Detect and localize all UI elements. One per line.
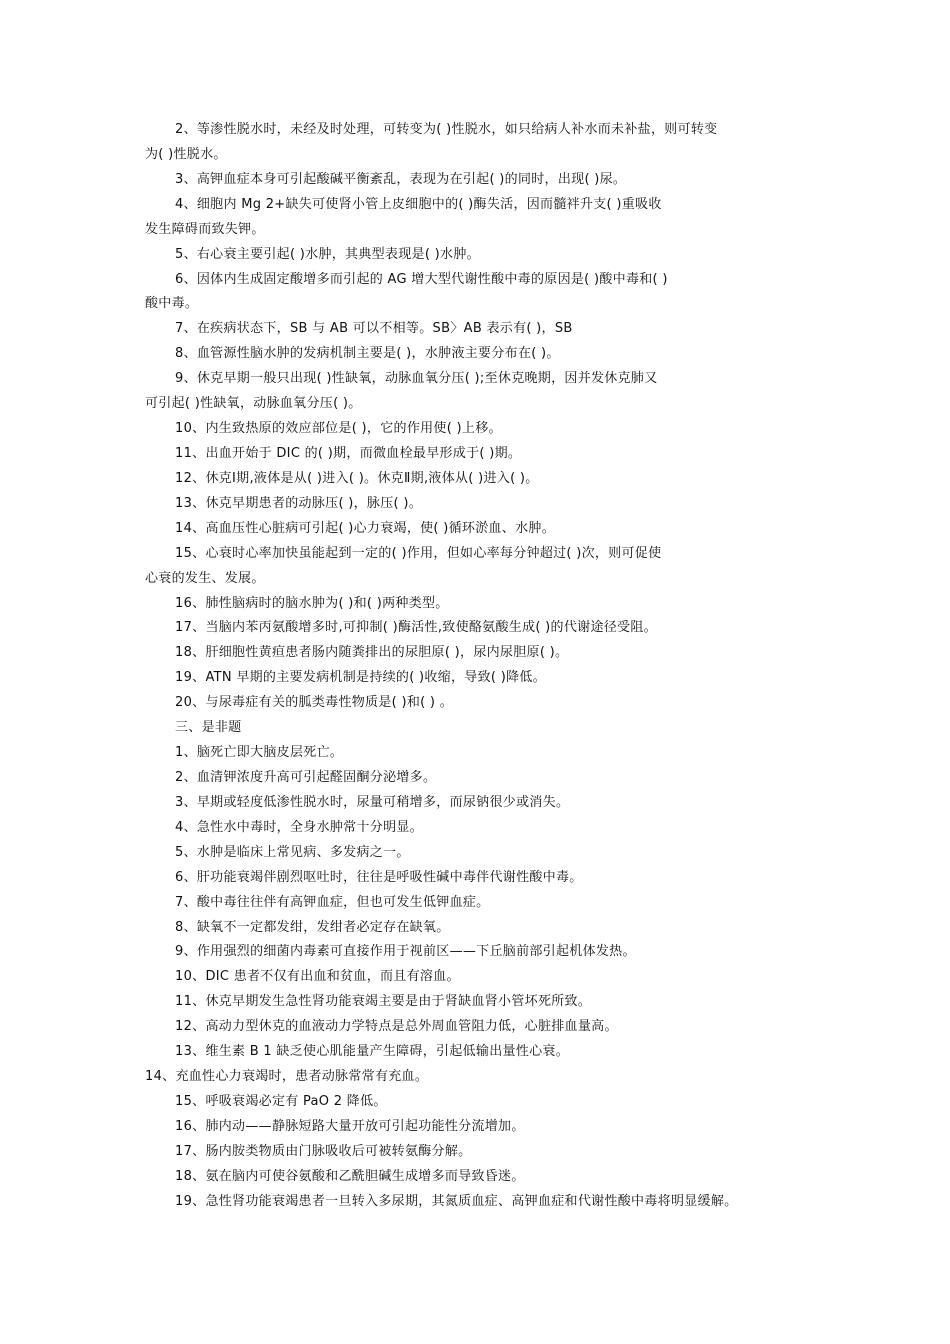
tf-item-3: 3、早期或轻度低渗性脱水时，尿量可稍增多，而尿钠很少或消失。 [175,795,570,810]
question-9-line-2: 可引起( )性缺氧，动脉血氧分压( )。 [145,396,362,411]
question-3: 3、高钾血症本身可引起酸碱平衡紊乱，表现为在引起( )的同时，出现( )尿。 [175,172,627,187]
tf-item-12: 12、高动力型休克的血液动力学特点是总外周血管阻力低，心脏排血量高。 [175,1019,618,1034]
question-13: 13、休克早期患者的动脉压( )，脉压( )。 [175,496,422,511]
question-9-line-1: 9、休克早期一般只出现( )性缺氧，动脉血氧分压( );至休克晚期，因并发休克肺又 [175,371,658,386]
tf-item-7: 7、酸中毒往往伴有高钾血症，但也可发生低钾血症。 [175,895,490,910]
question-15-line-1: 15、心衰时心率加快虽能起到一定的( )作用，但如心率每分钟超过( )次，则可促使 [175,546,662,561]
question-20: 20、与尿毒症有关的胍类毒性物质是( )和( ) 。 [175,695,454,710]
tf-item-19: 19、急性肾功能衰竭患者一旦转入多尿期，其氮质血症、高钾血症和代谢性酸中毒将明显缓解。 [175,1194,738,1209]
tf-item-18: 18、氨在脑内可使谷氨酸和乙酰胆碱生成增多而导致昏迷。 [175,1169,525,1184]
tf-item-2: 2、血清钾浓度升高可引起醛固酮分泌增多。 [175,770,437,785]
tf-item-6: 6、肝功能衰竭伴剧烈呕吐时，往往是呼吸性碱中毒伴代谢性酸中毒。 [175,870,583,885]
question-4-line-2: 发生障碍而致失钾。 [145,222,265,237]
question-6-line-2: 酸中毒。 [145,296,199,311]
tf-item-1: 1、脑死亡即大脑皮层死亡。 [175,745,344,760]
question-7: 7、在疾病状态下，SB 与 AB 可以不相等。SB〉AB 表示有( )，SB [175,321,573,336]
tf-item-5: 5、水肿是临床上常见病、多发病之一。 [175,845,410,860]
question-11: 11、出血开始于 DIC 的( )期，而微血栓最早形成于( )期。 [175,446,522,461]
tf-item-9: 9、作用强烈的细菌内毒素可直接作用于视前区——下丘脑前部引起机体发热。 [175,944,636,959]
question-10: 10、内生致热原的效应部位是( )，它的作用使( )上移。 [175,421,502,436]
question-19: 19、ATN 早期的主要发病机制是持续的( )收缩，导致( )降低。 [175,670,546,685]
tf-item-8: 8、缺氧不一定都发绀，发绀者必定存在缺氧。 [175,920,450,935]
question-8: 8、血管源性脑水肿的发病机制主要是( )，水肿液主要分布在( )。 [175,346,560,361]
question-14: 14、高血压性心脏病可引起( )心力衰竭，使( )循环淤血、水肿。 [175,521,555,536]
question-2-line-1: 2、等渗性脱水时，未经及时处理，可转变为( )性脱水，如只给病人补水而未补盐，则可转变 [175,122,718,137]
tf-item-4: 4、急性水中毒时，全身水肿常十分明显。 [175,820,423,835]
section-heading: 三、是非题 [175,720,242,735]
tf-item-17: 17、肠内胺类物质由门脉吸收后可被转氨酶分解。 [175,1144,472,1159]
tf-item-15: 15、呼吸衰竭必定有 PaO 2 降低。 [175,1094,387,1109]
question-12: 12、休克Ⅰ期,液体是从( )进入( )。休克Ⅱ期,液体从( )进入( )。 [175,471,539,486]
tf-item-13: 13、维生素 B 1 缺乏使心肌能量产生障碍，引起低输出量性心衰。 [175,1044,570,1059]
question-15-line-2: 心衰的发生、发展。 [145,571,265,586]
question-6-line-1: 6、因体内生成固定酸增多而引起的 AG 增大型代谢性酸中毒的原因是( )酸中毒和( ) [175,272,668,287]
tf-item-10: 10、DIC 患者不仅有出血和贫血，而且有溶血。 [175,969,460,984]
tf-item-14: 14、充血性心力衰竭时，患者动脉常常有充血。 [145,1069,429,1084]
question-2-line-2: 为( )性脱水。 [145,147,227,162]
question-18: 18、肝细胞性黄疸患者肠内随粪排出的尿胆原( )，尿内尿胆原( )。 [175,645,569,660]
tf-item-16: 16、肺内动——静脉短路大量开放可引起功能性分流增加。 [175,1119,525,1134]
question-16: 16、肺性脑病时的脑水肿为( )和( )两种类型。 [175,596,449,611]
question-17: 17、当脑内苯丙氨酸增多时,可抑制( )酶活性,致使酪氨酸生成( )的代谢途径受阻。 [175,620,657,635]
question-5: 5、右心衰主要引起( )水肿，其典型表现是( )水肿。 [175,247,480,262]
question-4-line-1: 4、细胞内 Mg 2+缺失可使肾小管上皮细胞中的( )酶失活，因而髓袢升支( )重吸收 [175,197,662,212]
tf-item-11: 11、休克早期发生急性肾功能衰竭主要是由于肾缺血肾小管坏死所致。 [175,994,592,1009]
